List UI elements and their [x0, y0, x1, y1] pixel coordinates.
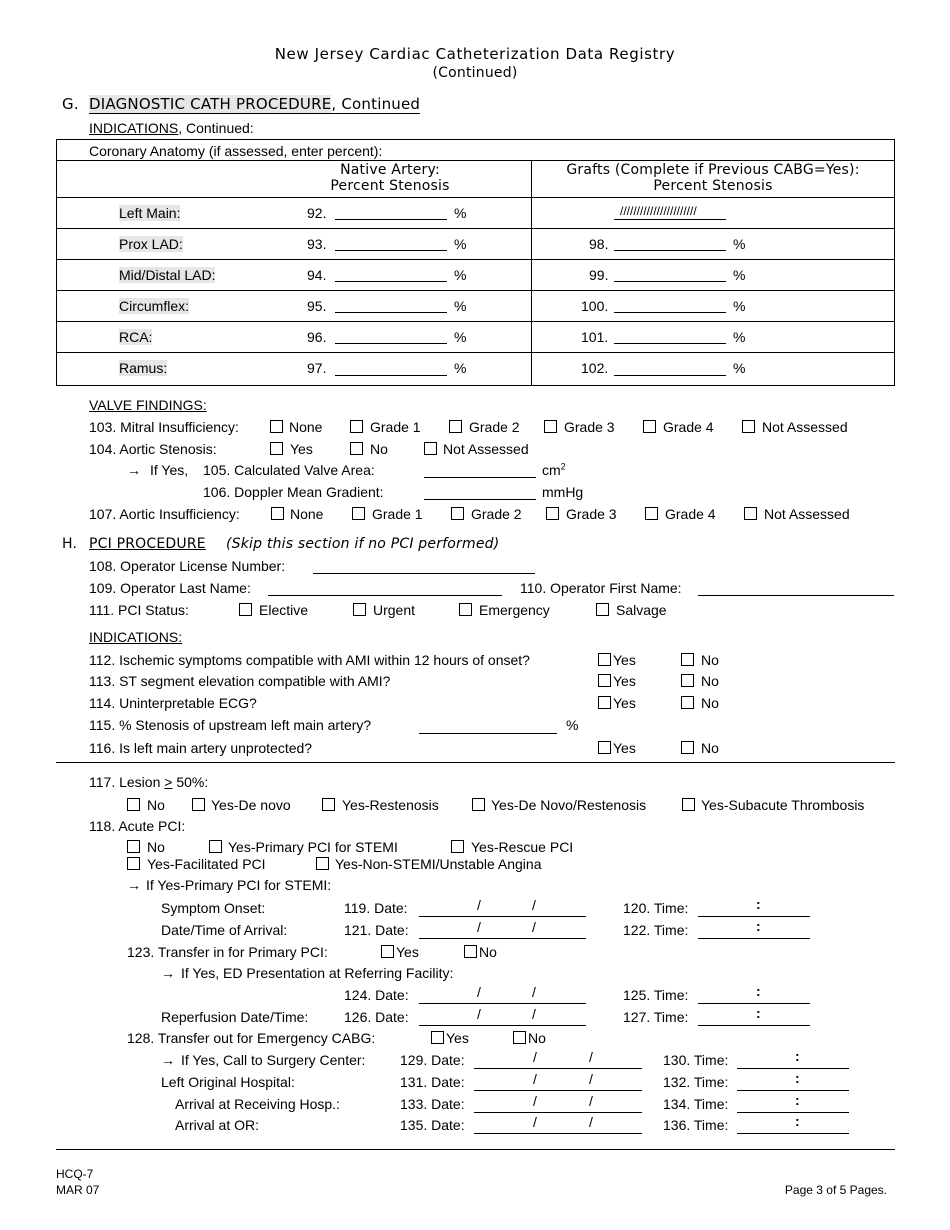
- q115-pct: %: [566, 717, 579, 733]
- symptom-onset-label: Symptom Onset:: [161, 900, 266, 916]
- table-row-border: [56, 321, 895, 322]
- q94-pct: %: [454, 267, 467, 283]
- q95-input[interactable]: [335, 312, 447, 313]
- q111-emergency-checkbox[interactable]: [459, 603, 472, 616]
- if-yes-ed-label: If Yes, ED Presentation at Referring Facility:: [181, 965, 454, 981]
- q118-no-label: No: [147, 839, 165, 855]
- q122-label: 122. Time:: [623, 922, 689, 938]
- q101-pct: %: [733, 329, 746, 345]
- page-title: New Jersey Cardiac Catheterization Data Registry: [274, 45, 676, 63]
- q124-slash-2: /: [532, 984, 536, 1000]
- indications-heading-g: [89, 120, 254, 136]
- q129-slash-2: /: [589, 1049, 593, 1065]
- table-header-border: [56, 160, 895, 161]
- q99-input[interactable]: [614, 281, 726, 282]
- q123-label: 123. Transfer in for Primary PCI:: [127, 944, 328, 960]
- q93-pct: %: [454, 236, 467, 252]
- q125-label: 125. Time:: [623, 987, 689, 1003]
- q109-input[interactable]: [268, 595, 502, 596]
- q103-grade4-label: Grade 4: [663, 419, 714, 435]
- q130-colon: :: [795, 1048, 800, 1064]
- q111-salvage-checkbox[interactable]: [596, 603, 609, 616]
- q113-yes-label: Yes: [613, 673, 636, 689]
- q99-number: 99.: [589, 267, 609, 283]
- indications-g-text: INDICATIONS: [89, 120, 179, 136]
- left-main-graft-na: ///////////////////////: [620, 204, 697, 218]
- q115-input[interactable]: [419, 733, 557, 734]
- q119-date-input[interactable]: [419, 916, 586, 917]
- q132-colon: :: [795, 1070, 800, 1086]
- q100-pct: %: [733, 298, 746, 314]
- table-row-border: [56, 228, 895, 229]
- q104-yes-label: Yes: [290, 441, 313, 457]
- footer-form-id: HCQ-7: [56, 1167, 94, 1181]
- q98-input[interactable]: [614, 250, 726, 251]
- valve-findings-heading: VALVE FINDINGS:: [89, 397, 207, 413]
- q133-slash-1: /: [533, 1093, 537, 1109]
- q118-primary-checkbox[interactable]: [209, 840, 222, 853]
- table-row-border: [56, 259, 895, 260]
- q104-not-assessed-checkbox[interactable]: [424, 442, 437, 455]
- row-label-rca: RCA:: [119, 329, 153, 345]
- q117-ge-symbol: >: [164, 774, 173, 790]
- arrival-or-label: Arrival at OR:: [175, 1117, 260, 1133]
- q119-slash-1: /: [477, 897, 481, 913]
- page-subtitle: (Continued): [432, 65, 518, 81]
- q117-label-text: 117. Lesion: [89, 774, 165, 790]
- q105-unit: [542, 462, 566, 478]
- q117-subacute-label: Yes-Subacute Thrombosis: [701, 797, 865, 813]
- q92-pct: %: [454, 205, 467, 221]
- row-label-left-main: Left Main:: [119, 205, 181, 221]
- q102-number: 102.: [581, 360, 609, 376]
- q103-grade2-checkbox[interactable]: [449, 420, 462, 433]
- q126-slash-2: /: [532, 1006, 536, 1022]
- q92-input[interactable]: [335, 219, 447, 220]
- q123-yes-label: Yes: [396, 944, 419, 960]
- q121-label: 121. Date:: [344, 922, 409, 938]
- q131-slash-2: /: [589, 1071, 593, 1087]
- q120-label: 120. Time:: [623, 900, 689, 916]
- section-g-title: [89, 96, 420, 114]
- q116-label: 116. Is left main artery unprotected?: [89, 740, 313, 756]
- row-label-mid-distal-lad: Mid/Distal LAD:: [119, 267, 216, 283]
- q129-date-input[interactable]: [474, 1068, 642, 1069]
- q124-label: 124. Date:: [344, 987, 409, 1003]
- q96-pct: %: [454, 329, 467, 345]
- q98-pct: %: [733, 236, 746, 252]
- left-main-graft-underline: [614, 219, 726, 220]
- arrival-label: Date/Time of Arrival:: [161, 922, 288, 938]
- section-g-title-suffix: , Continued: [331, 95, 421, 113]
- q95-pct: %: [454, 298, 467, 314]
- q118-primary-label: Yes-Primary PCI for STEMI: [228, 839, 398, 855]
- q96-input[interactable]: [335, 343, 447, 344]
- if-yes-call-label: If Yes, Call to Surgery Center:: [181, 1052, 366, 1068]
- arrow-icon: →: [127, 877, 141, 893]
- arrow-icon: →: [127, 462, 141, 478]
- q107-grade3-label: Grade 3: [566, 506, 617, 522]
- footer-page-number: Page 3 of 5 Pages.: [784, 1183, 887, 1197]
- q111-emergency-label: Emergency: [479, 602, 550, 618]
- q133-date-input[interactable]: [474, 1112, 642, 1113]
- q104-yes-checkbox[interactable]: [270, 442, 283, 455]
- q117-de-novo-restenosis-checkbox[interactable]: [472, 798, 485, 811]
- q111-elective-checkbox[interactable]: [239, 603, 252, 616]
- grafts-header-1: Grafts (Complete if Previous CABG=Yes):: [566, 162, 860, 178]
- q118-rescue-checkbox[interactable]: [451, 840, 464, 853]
- q117-de-novo-restenosis-label: Yes-De Novo/Restenosis: [491, 797, 647, 813]
- q119-slash-2: /: [532, 897, 536, 913]
- q114-no-checkbox[interactable]: [681, 696, 694, 709]
- q108-label: 108. Operator License Number:: [89, 558, 286, 574]
- q109-label: 109. Operator Last Name:: [89, 580, 251, 596]
- q104-no-checkbox[interactable]: [350, 442, 363, 455]
- left-hospital-label: Left Original Hospital:: [161, 1074, 295, 1090]
- q104-not-assessed-label: Not Assessed: [443, 441, 529, 457]
- q116-yes-label: Yes: [613, 740, 636, 756]
- q118-facilitated-checkbox[interactable]: [127, 857, 140, 870]
- q108-input[interactable]: [313, 573, 535, 574]
- coronary-anatomy-label: Coronary Anatomy (if assessed, enter percent):: [89, 143, 383, 159]
- q106-unit: mmHg: [542, 484, 584, 500]
- q112-no-label: No: [701, 652, 719, 668]
- q131-label: 131. Date:: [400, 1074, 465, 1090]
- q131-slash-1: /: [533, 1071, 537, 1087]
- q98-number: 98.: [589, 236, 609, 252]
- q112-yes-checkbox[interactable]: [598, 653, 611, 666]
- q136-label: 136. Time:: [663, 1117, 729, 1133]
- q133-label: 133. Date:: [400, 1096, 465, 1112]
- table-bottom-border: [56, 385, 895, 386]
- q103-grade3-label: Grade 3: [564, 419, 615, 435]
- grafts-header-2: Percent Stenosis: [653, 178, 773, 194]
- q135-date-input[interactable]: [474, 1133, 642, 1134]
- q112-yes-label: Yes: [613, 652, 636, 668]
- q107-grade1-label: Grade 1: [372, 506, 423, 522]
- q117-label: [89, 774, 208, 790]
- indications-g-suffix: , Continued:: [178, 120, 254, 136]
- section-g-letter: G.: [62, 95, 79, 113]
- q128-label: 128. Transfer out for Emergency CABG:: [127, 1030, 376, 1046]
- q118-nonstemi-label: Yes-Non-STEMI/Unstable Angina: [335, 856, 542, 872]
- q107-grade1-checkbox[interactable]: [352, 507, 365, 520]
- q133-slash-2: /: [589, 1093, 593, 1109]
- section-h-note: (Skip this section if no PCI performed): [226, 536, 500, 552]
- q105-unit-sup: 2: [560, 461, 566, 472]
- q114-label: 114. Uninterpretable ECG?: [89, 695, 257, 711]
- q113-label: 113. ST segment elevation compatible with AMI?: [89, 673, 391, 689]
- reperfusion-label: Reperfusion Date/Time:: [161, 1009, 309, 1025]
- q129-slash-1: /: [533, 1049, 537, 1065]
- row-label-circumflex: Circumflex:: [119, 298, 190, 314]
- q136-colon: :: [795, 1113, 800, 1129]
- q124-date-input[interactable]: [419, 1003, 586, 1004]
- q95-number: 95.: [307, 298, 327, 314]
- q130-time-input[interactable]: [737, 1068, 849, 1069]
- q128-no-label: No: [528, 1030, 546, 1046]
- q100-input[interactable]: [614, 312, 726, 313]
- q107-not-assessed-checkbox[interactable]: [744, 507, 757, 520]
- table-top-border: [56, 139, 895, 140]
- q131-date-input[interactable]: [474, 1090, 642, 1091]
- q117-no-label: No: [147, 797, 165, 813]
- q119-label: 119. Date:: [344, 900, 408, 916]
- section-divider: [56, 762, 895, 763]
- table-left-border: [56, 139, 57, 385]
- section-h-title: PCI PROCEDURE: [89, 536, 206, 552]
- q134-label: 134. Time:: [663, 1096, 729, 1112]
- q125-time-input[interactable]: [698, 1003, 810, 1004]
- q123-yes-checkbox[interactable]: [381, 945, 394, 958]
- q118-nonstemi-checkbox[interactable]: [316, 857, 329, 870]
- q136-time-input[interactable]: [737, 1133, 849, 1134]
- q116-no-label: No: [701, 740, 719, 756]
- q106-label: 106. Doppler Mean Gradient:: [203, 484, 384, 500]
- q107-grade4-checkbox[interactable]: [645, 507, 658, 520]
- q135-label: 135. Date:: [400, 1117, 465, 1133]
- q122-time-input[interactable]: [698, 938, 810, 939]
- q107-grade3-checkbox[interactable]: [546, 507, 559, 520]
- arrow-icon: →: [161, 965, 175, 981]
- q123-no-checkbox[interactable]: [464, 945, 477, 958]
- q93-input[interactable]: [335, 250, 447, 251]
- q120-time-input[interactable]: [698, 916, 810, 917]
- q107-label: 107. Aortic Insufficiency:: [89, 506, 240, 522]
- q126-label: 126. Date:: [344, 1009, 409, 1025]
- q132-time-input[interactable]: [737, 1090, 849, 1091]
- q99-pct: %: [733, 267, 746, 283]
- q107-none-checkbox[interactable]: [271, 507, 284, 520]
- q129-label: 129. Date:: [400, 1052, 465, 1068]
- q107-grade2-label: Grade 2: [471, 506, 522, 522]
- q96-number: 96.: [307, 329, 327, 345]
- q103-not-assessed-checkbox[interactable]: [742, 420, 755, 433]
- q117-de-novo-label: Yes-De novo: [211, 797, 291, 813]
- q92-number: 92.: [307, 205, 327, 221]
- q111-label: 111. PCI Status:: [89, 602, 189, 618]
- q106-input[interactable]: [424, 499, 536, 500]
- q130-label: 130. Time:: [663, 1052, 729, 1068]
- q128-yes-label: Yes: [446, 1030, 469, 1046]
- q103-grade1-checkbox[interactable]: [350, 420, 363, 433]
- q128-yes-checkbox[interactable]: [431, 1031, 444, 1044]
- q114-yes-checkbox[interactable]: [598, 696, 611, 709]
- q122-colon: :: [756, 918, 761, 934]
- q127-time-input[interactable]: [698, 1025, 810, 1026]
- q94-input[interactable]: [335, 281, 447, 282]
- q103-grade2-label: Grade 2: [469, 419, 520, 435]
- q110-input[interactable]: [698, 595, 894, 596]
- row-label-ramus: Ramus:: [119, 360, 168, 376]
- q104-label: 104. Aortic Stenosis:: [89, 441, 217, 457]
- q117-no-checkbox[interactable]: [127, 798, 140, 811]
- q103-not-assessed-label: Not Assessed: [762, 419, 848, 435]
- footer-divider: [56, 1149, 895, 1150]
- q116-no-checkbox[interactable]: [681, 741, 694, 754]
- q97-input[interactable]: [335, 375, 447, 376]
- q132-label: 132. Time:: [663, 1074, 729, 1090]
- q118-rescue-label: Yes-Rescue PCI: [471, 839, 574, 855]
- q103-grade1-label: Grade 1: [370, 419, 421, 435]
- q112-no-checkbox[interactable]: [681, 653, 694, 666]
- q103-none-checkbox[interactable]: [270, 420, 283, 433]
- q97-number: 97.: [307, 360, 327, 376]
- q104-no-label: No: [370, 441, 388, 457]
- q101-number: 101.: [581, 329, 609, 345]
- q113-yes-checkbox[interactable]: [598, 674, 611, 687]
- q105-unit-text: cm: [542, 462, 561, 478]
- q101-input[interactable]: [614, 343, 726, 344]
- q103-grade3-checkbox[interactable]: [544, 420, 557, 433]
- q107-not-assessed-label: Not Assessed: [764, 506, 850, 522]
- q135-slash-2: /: [589, 1114, 593, 1130]
- q121-date-input[interactable]: [419, 938, 586, 939]
- q116-yes-checkbox[interactable]: [598, 741, 611, 754]
- indications-heading-h: INDICATIONS:: [89, 629, 183, 645]
- q110-label: 110. Operator First Name:: [520, 580, 682, 596]
- arrow-icon: →: [161, 1052, 175, 1068]
- native-header-2: Percent Stenosis: [330, 178, 450, 194]
- if-yes-primary-label: If Yes-Primary PCI for STEMI:: [146, 877, 332, 893]
- q128-no-checkbox[interactable]: [513, 1031, 526, 1044]
- q107-grade2-checkbox[interactable]: [451, 507, 464, 520]
- footer-form-date: MAR 07: [56, 1183, 100, 1197]
- q125-colon: :: [756, 983, 761, 999]
- row-label-prox-lad: Prox LAD:: [119, 236, 183, 252]
- q107-none-label: None: [290, 506, 324, 522]
- q124-slash-1: /: [477, 984, 481, 1000]
- q126-date-input[interactable]: [419, 1025, 586, 1026]
- q105-label: 105. Calculated Valve Area:: [203, 462, 375, 478]
- q121-slash-2: /: [532, 919, 536, 935]
- q113-no-checkbox[interactable]: [681, 674, 694, 687]
- q118-label: 118. Acute PCI:: [89, 818, 186, 834]
- q117-restenosis-label: Yes-Restenosis: [342, 797, 439, 813]
- q107-grade4-label: Grade 4: [665, 506, 716, 522]
- q118-no-checkbox[interactable]: [127, 840, 140, 853]
- q103-label: 103. Mitral Insufficiency:: [89, 419, 239, 435]
- arrival-receiving-label: Arrival at Receiving Hosp.:: [175, 1096, 340, 1112]
- q123-no-label: No: [479, 944, 497, 960]
- section-g-title-text: DIAGNOSTIC CATH PROCEDURE: [89, 95, 332, 113]
- q114-no-label: No: [701, 695, 719, 711]
- table-row-border: [56, 352, 895, 353]
- q103-none-label: None: [289, 419, 323, 435]
- q135-slash-1: /: [533, 1114, 537, 1130]
- q120-colon: :: [756, 896, 761, 912]
- native-header-1: Native Artery:: [340, 162, 440, 178]
- section-h-letter: H.: [62, 536, 78, 552]
- q134-colon: :: [795, 1092, 800, 1108]
- q102-input[interactable]: [614, 375, 726, 376]
- table-row-border: [56, 290, 895, 291]
- q121-slash-1: /: [477, 919, 481, 935]
- q117-subacute-checkbox[interactable]: [682, 798, 695, 811]
- q112-label: 112. Ischemic symptoms compatible with AMI within 12 hours of onset?: [89, 652, 530, 668]
- q97-pct: %: [454, 360, 467, 376]
- q126-slash-1: /: [477, 1006, 481, 1022]
- q94-number: 94.: [307, 267, 327, 283]
- q114-yes-label: Yes: [613, 695, 636, 711]
- q117-restenosis-checkbox[interactable]: [322, 798, 335, 811]
- q111-salvage-label: Salvage: [616, 602, 667, 618]
- q105-input[interactable]: [424, 477, 536, 478]
- q134-time-input[interactable]: [737, 1112, 849, 1113]
- q103-grade4-checkbox[interactable]: [643, 420, 656, 433]
- q100-number: 100.: [581, 298, 609, 314]
- q117-de-novo-checkbox[interactable]: [192, 798, 205, 811]
- q115-label: 115. % Stenosis of upstream left main artery?: [89, 717, 372, 733]
- q113-no-label: No: [701, 673, 719, 689]
- q111-urgent-label: Urgent: [373, 602, 416, 618]
- q111-elective-label: Elective: [259, 602, 309, 618]
- q111-urgent-checkbox[interactable]: [353, 603, 366, 616]
- q127-label: 127. Time:: [623, 1009, 689, 1025]
- q93-number: 93.: [307, 236, 327, 252]
- q127-colon: :: [756, 1005, 761, 1021]
- q102-pct: %: [733, 360, 746, 376]
- q105-if-yes: If Yes,: [150, 462, 189, 478]
- q118-facilitated-label: Yes-Facilitated PCI: [147, 856, 266, 872]
- q117-label-tail: 50%:: [172, 774, 209, 790]
- table-row-border: [56, 197, 895, 198]
